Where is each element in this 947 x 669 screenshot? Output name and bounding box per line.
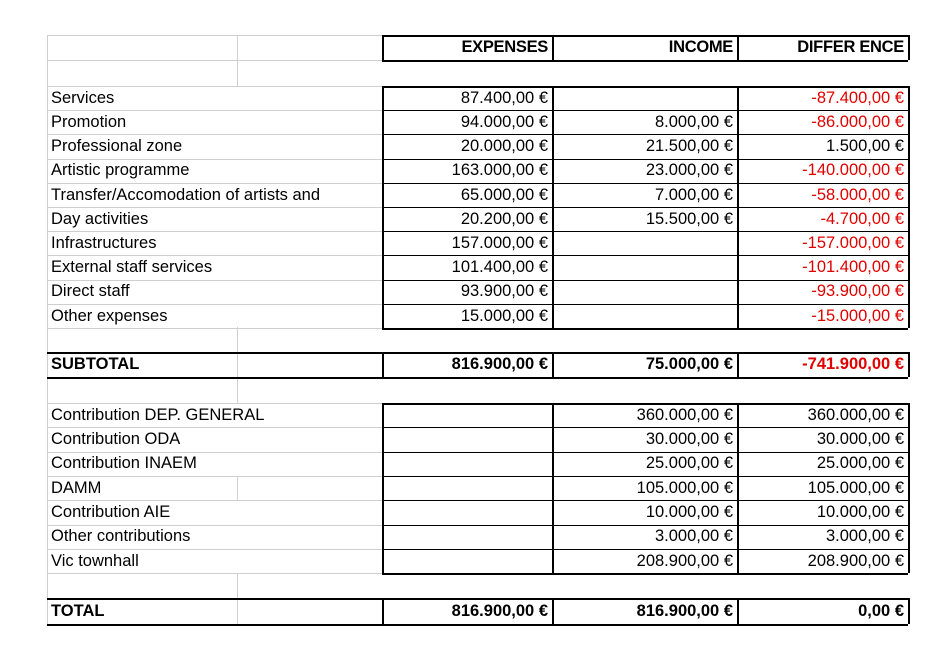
border-line: [552, 35, 737, 37]
border-line: [552, 549, 737, 550]
expense-row: [47, 280, 908, 304]
border-line: [47, 352, 908, 354]
border-line: [382, 525, 552, 526]
total-row: [47, 598, 908, 624]
border-line: [552, 207, 737, 208]
border-line: [382, 500, 552, 501]
expense-amount[interactable]: 15.000,00 €: [460, 306, 548, 325]
expense-row: [47, 110, 908, 134]
expense-amount[interactable]: 87.400,00 €: [460, 88, 548, 107]
border-line: [737, 231, 908, 232]
subtotal-difference[interactable]: -741.900,00 €: [802, 355, 904, 374]
border-line: [47, 598, 908, 600]
expense-row: [47, 255, 908, 279]
border-line: [908, 598, 910, 624]
grid-line: [47, 549, 382, 550]
expense-row: [47, 231, 908, 255]
grid-line: [47, 255, 382, 256]
contribution-row: [47, 452, 908, 476]
expense-label[interactable]: External staff services: [51, 258, 213, 277]
difference-amount[interactable]: -101.400,00 €: [802, 258, 904, 277]
border-line: [737, 207, 908, 208]
income-amount[interactable]: [552, 280, 737, 304]
contribution-income[interactable]: 10.000,00 €: [645, 503, 733, 522]
contribution-difference[interactable]: 360.000,00 €: [807, 405, 904, 424]
contribution-difference[interactable]: 25.000,00 €: [816, 454, 904, 473]
difference-amount[interactable]: -157.000,00 €: [802, 234, 904, 253]
border-line: [552, 255, 737, 256]
header-label-cell[interactable]: [47, 35, 237, 60]
difference-amount[interactable]: -86.000,00 €: [811, 113, 904, 132]
border-line: [737, 573, 908, 575]
contribution-label[interactable]: Contribution INAEM: [51, 454, 197, 473]
border-line: [382, 549, 552, 550]
income-amount[interactable]: 8.000,00 €: [655, 113, 733, 132]
grid-line: [47, 500, 382, 501]
expense-label[interactable]: Direct staff: [51, 282, 130, 301]
grid-line: [47, 476, 382, 477]
expense-amount[interactable]: 20.000,00 €: [460, 137, 548, 156]
border-line: [908, 86, 910, 328]
grid-line: [237, 35, 238, 86]
expense-label[interactable]: Transfer/Accomodation of artists and: [51, 185, 321, 204]
border-line: [382, 427, 552, 428]
border-line: [908, 403, 910, 573]
border-line: [552, 159, 737, 160]
income-amount[interactable]: [552, 304, 737, 328]
border-line: [382, 183, 552, 184]
border-line: [382, 280, 552, 281]
grid-line: [47, 35, 48, 624]
border-line: [552, 403, 554, 573]
border-line: [737, 352, 739, 377]
grid-line: [47, 304, 382, 305]
header-difference[interactable]: DIFFER ENCE: [797, 38, 904, 57]
border-line: [737, 500, 908, 501]
border-line: [382, 159, 552, 160]
grid-line: [47, 452, 382, 453]
border-line: [552, 86, 737, 88]
header-row: [47, 35, 908, 60]
contribution-income[interactable]: 105.000,00 €: [636, 478, 733, 497]
grid-line: [237, 377, 238, 403]
header-expenses[interactable]: EXPENSES: [461, 38, 548, 57]
border-line: [382, 403, 552, 405]
contribution-row: [47, 500, 908, 524]
expense-row: [47, 207, 908, 231]
grid-line: [47, 231, 382, 232]
border-line: [382, 134, 552, 135]
border-line: [737, 110, 908, 111]
border-line: [552, 352, 554, 377]
border-line: [552, 110, 737, 111]
expense-label[interactable]: Infrastructures: [51, 234, 157, 253]
contribution-label[interactable]: DAMM: [51, 478, 102, 497]
income-amount[interactable]: 21.500,00 €: [645, 137, 733, 156]
grid-line: [47, 134, 382, 135]
border-line: [737, 255, 908, 256]
border-line: [552, 304, 737, 305]
grid-line: [47, 110, 382, 111]
grid-line: [47, 280, 382, 281]
border-line: [382, 452, 552, 453]
expense-amount[interactable]: 157.000,00 €: [451, 234, 548, 253]
border-line: [737, 525, 908, 526]
contribution-difference[interactable]: 105.000,00 €: [807, 478, 904, 497]
difference-amount[interactable]: -15.000,00 €: [811, 306, 904, 325]
border-line: [737, 134, 908, 135]
contribution-label[interactable]: Contribution AIE: [51, 503, 171, 522]
grid-line: [47, 525, 382, 526]
difference-amount[interactable]: -4.700,00 €: [820, 209, 904, 228]
border-line: [382, 231, 552, 232]
grid-line: [47, 86, 382, 87]
expense-label[interactable]: Artistic programme: [51, 161, 190, 180]
contribution-income[interactable]: 25.000,00 €: [645, 454, 733, 473]
border-line: [382, 403, 384, 573]
contribution-row: [47, 403, 908, 427]
border-line: [908, 35, 910, 60]
contribution-label[interactable]: Other contributions: [51, 527, 191, 546]
income-amount[interactable]: [552, 86, 737, 110]
contribution-row: [47, 525, 908, 549]
difference-amount[interactable]: -93.900,00 €: [811, 282, 904, 301]
income-amount[interactable]: [552, 231, 737, 255]
border-line: [737, 452, 908, 453]
grid-line: [47, 159, 382, 160]
expense-row: [47, 86, 908, 110]
contribution-label[interactable]: Vic townhall: [51, 551, 139, 570]
border-line: [737, 86, 908, 88]
border-line: [737, 328, 908, 330]
expense-label[interactable]: Day activities: [51, 209, 149, 228]
contribution-label[interactable]: Contribution DEP. GENERAL: [51, 405, 265, 424]
contribution-income[interactable]: 360.000,00 €: [636, 405, 733, 424]
border-line: [737, 427, 908, 428]
border-line: [47, 377, 908, 379]
border-line: [737, 35, 908, 37]
border-line: [382, 60, 552, 62]
border-line: [552, 134, 737, 135]
expense-amount[interactable]: 65.000,00 €: [460, 185, 548, 204]
border-line: [382, 476, 552, 477]
border-line: [552, 60, 737, 62]
income-amount[interactable]: 23.000,00 €: [645, 161, 733, 180]
border-line: [908, 352, 910, 377]
border-line: [382, 328, 552, 330]
contribution-difference[interactable]: 3.000,00 €: [826, 527, 904, 546]
border-line: [552, 280, 737, 281]
border-line: [382, 598, 384, 624]
difference-amount[interactable]: -58.000,00 €: [811, 185, 904, 204]
header-empty-cell[interactable]: [237, 35, 382, 60]
border-line: [382, 110, 552, 111]
border-line: [552, 35, 554, 60]
border-line: [737, 476, 908, 477]
subtotal-income[interactable]: 75.000,00 €: [645, 355, 733, 374]
contribution-income[interactable]: 30.000,00 €: [645, 430, 733, 449]
border-line: [552, 476, 737, 477]
contribution-expenses[interactable]: [382, 403, 552, 427]
contribution-expenses[interactable]: [382, 525, 552, 549]
contribution-difference[interactable]: 10.000,00 €: [816, 503, 904, 522]
border-line: [737, 304, 908, 305]
border-line: [552, 231, 737, 232]
border-line: [382, 86, 552, 88]
border-line: [737, 60, 908, 62]
contribution-expenses[interactable]: [382, 476, 552, 500]
contribution-label[interactable]: Contribution ODA: [51, 430, 181, 449]
contribution-row: [47, 427, 908, 451]
contribution-income[interactable]: 208.900,00 €: [636, 551, 733, 570]
border-line: [382, 207, 552, 208]
border-line: [552, 573, 737, 575]
contribution-expenses[interactable]: [382, 549, 552, 573]
total-label[interactable]: TOTAL: [51, 601, 105, 620]
total-difference[interactable]: 0,00 €: [858, 601, 904, 620]
income-amount[interactable]: [552, 255, 737, 279]
income-amount[interactable]: 15.500,00 €: [645, 209, 733, 228]
contribution-expenses[interactable]: [382, 427, 552, 451]
border-line: [737, 549, 908, 550]
grid-line: [47, 183, 382, 184]
grid-line: [47, 573, 382, 574]
contribution-income[interactable]: 3.000,00 €: [655, 527, 733, 546]
grid-line: [47, 60, 382, 61]
border-line: [552, 500, 737, 501]
border-line: [382, 304, 552, 305]
difference-amount[interactable]: -140.000,00 €: [802, 161, 904, 180]
header-income[interactable]: INCOME: [668, 38, 733, 57]
expense-label[interactable]: Professional zone: [51, 137, 183, 156]
income-amount[interactable]: 7.000,00 €: [655, 185, 733, 204]
expense-row: [47, 183, 908, 207]
border-line: [382, 352, 384, 377]
border-line: [382, 573, 552, 575]
border-line: [737, 159, 908, 160]
contribution-difference[interactable]: 208.900,00 €: [807, 551, 904, 570]
contribution-row: [47, 549, 908, 573]
expense-amount[interactable]: 94.000,00 €: [460, 113, 548, 132]
contribution-expenses[interactable]: [382, 452, 552, 476]
border-line: [737, 183, 908, 184]
expense-amount[interactable]: 20.200,00 €: [460, 209, 548, 228]
grid-line: [47, 328, 382, 329]
difference-amount[interactable]: 1.500,00 €: [826, 137, 904, 156]
subtotal-expenses[interactable]: 816.900,00 €: [451, 355, 548, 374]
border-line: [552, 598, 554, 624]
expense-label[interactable]: Promotion: [51, 113, 127, 132]
border-line: [737, 403, 739, 573]
expense-label[interactable]: Other expenses: [51, 306, 168, 325]
grid-line: [237, 476, 238, 500]
expense-row: [47, 134, 908, 158]
expense-amount[interactable]: 163.000,00 €: [451, 161, 548, 180]
expense-row: [47, 159, 908, 183]
border-line: [47, 624, 908, 626]
subtotal-row: [47, 352, 908, 377]
grid-line: [47, 207, 382, 208]
border-line: [737, 403, 908, 405]
grid-line: [47, 427, 382, 428]
border-line: [382, 35, 552, 37]
expense-row: [47, 304, 908, 328]
contribution-row: [47, 476, 908, 500]
border-line: [552, 525, 737, 526]
subtotal-label[interactable]: SUBTOTAL: [51, 355, 140, 374]
difference-amount[interactable]: -87.400,00 €: [811, 88, 904, 107]
expense-amount[interactable]: 93.900,00 €: [460, 282, 548, 301]
border-line: [552, 183, 737, 184]
border-line: [552, 452, 737, 453]
border-line: [737, 35, 739, 60]
contribution-expenses[interactable]: [382, 500, 552, 524]
grid-line: [47, 35, 382, 36]
border-line: [737, 598, 739, 624]
border-line: [552, 328, 737, 330]
border-line: [382, 255, 552, 256]
expense-amount[interactable]: 101.400,00 €: [451, 258, 548, 277]
border-line: [737, 280, 908, 281]
expense-label[interactable]: Services: [51, 88, 115, 107]
total-expenses[interactable]: 816.900,00 €: [451, 601, 548, 620]
total-income[interactable]: 816.900,00 €: [636, 601, 733, 620]
grid-line: [47, 403, 382, 404]
border-line: [552, 427, 737, 428]
border-line: [382, 35, 384, 60]
contribution-difference[interactable]: 30.000,00 €: [816, 430, 904, 449]
border-line: [552, 403, 737, 405]
